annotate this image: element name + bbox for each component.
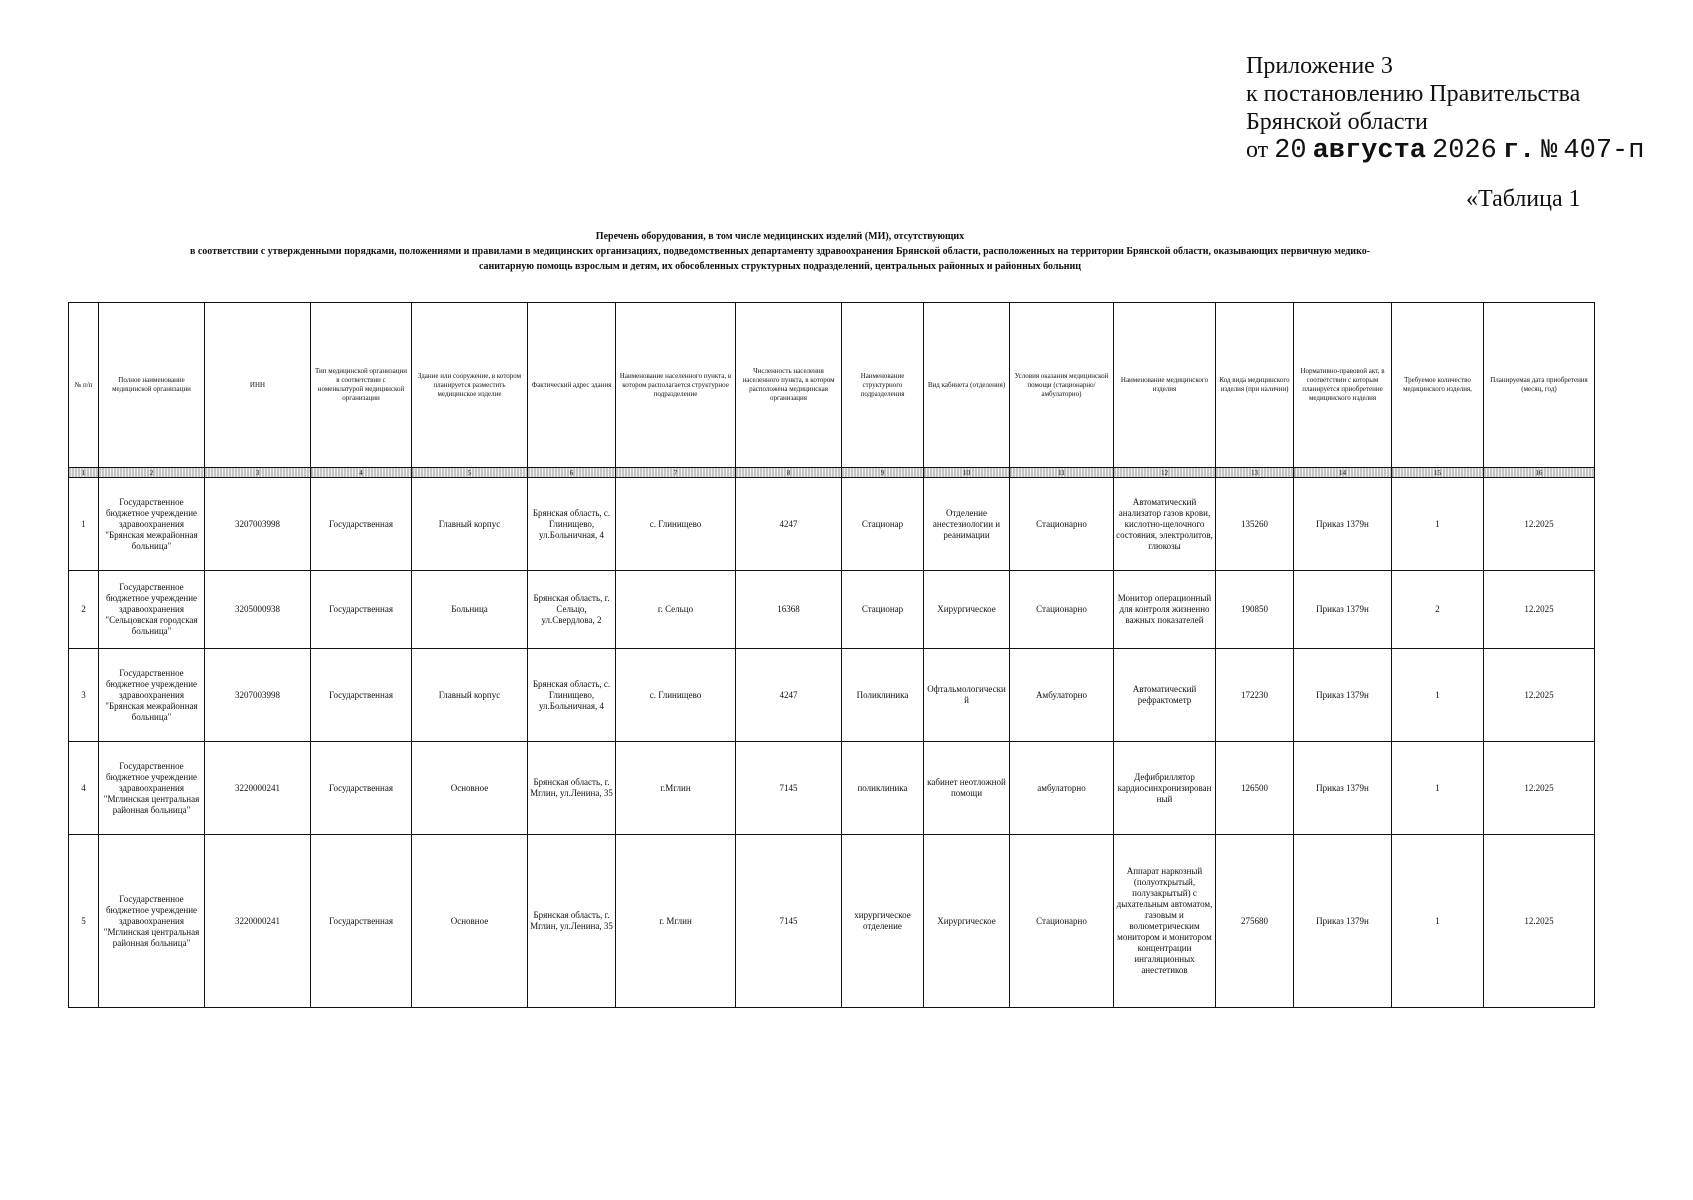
table-cell: 3205000938 [205,571,311,649]
table-cell: 2 [69,571,99,649]
table-cell: Отделение анестезиологии и реанимации [924,478,1010,571]
table-cell: Государственное бюджетное учреждение здравоохранения "Сельцовская городская больница" [99,571,205,649]
decree-month: августа [1312,136,1426,166]
appendix-line-1: Приложение 3 [1246,53,1393,79]
table-cell: Офтальмологический [924,649,1010,742]
table-cell: Аппарат наркозный (полуоткрытый, полузакрытый) с дыхательным автоматом, газовым и волюметрическим монитором и монитором концентрации ингаляционных анестетиков [1114,835,1216,1008]
table-row [69,571,1595,649]
table-cell: Брянская область, г. Мглин, ул.Ленина, 35 [528,835,616,1008]
col-number: 2 [99,468,205,478]
col-header: Условия оказания медицинской помощи (стационарно/амбулаторно) [1010,303,1114,468]
table-cell: 1 [1392,478,1484,571]
col-header: Тип медицинской организации в соответствии с номенклатурой медицинской организации [311,303,412,468]
table-cell: поликлиника [842,742,924,835]
appendix-line-2: к постановлению Правительства [1246,81,1581,107]
table-cell: 5 [69,835,99,1008]
col-header: Код вида медицинского изделия (при наличии) [1216,303,1294,468]
col-header: Наименование населенного пункта, в котором располагается структурное подразделение [616,303,736,468]
table-row [69,835,1595,1008]
column-number-row [69,468,1595,478]
col-number: 15 [1392,468,1484,478]
col-number: 8 [736,468,842,478]
table-cell: Брянская область, с. Глинищево, ул.Больничная, 4 [528,649,616,742]
table-row [69,649,1595,742]
col-number: 5 [412,468,528,478]
table-cell: 12.2025 [1484,742,1595,835]
table-cell: 7145 [736,742,842,835]
table-cell: 16368 [736,571,842,649]
table-cell: Приказ 1379н [1294,571,1392,649]
table-cell: г. Сельцо [616,571,736,649]
col-number: 14 [1294,468,1392,478]
table-cell: 172230 [1216,649,1294,742]
col-header: Нормативно-правовой акт, в соответствии с которым планируется приобретение медицинского изделия [1294,303,1392,468]
table-cell: Приказ 1379н [1294,835,1392,1008]
table-cell: Стационар [842,478,924,571]
table-row [69,478,1595,571]
table-cell: Приказ 1379н [1294,742,1392,835]
col-number: 6 [528,468,616,478]
table-cell: амбулаторно [1010,742,1114,835]
table-cell: 275680 [1216,835,1294,1008]
col-number: 3 [205,468,311,478]
appendix-decree-line [1246,136,1644,165]
table-cell: Государственная [311,478,412,571]
col-header: Наименование структурного подразделения [842,303,924,468]
table-cell: 4 [69,742,99,835]
table-cell: Приказ 1379н [1294,478,1392,571]
table-cell: Государственная [311,649,412,742]
table-cell: Амбулаторно [1010,649,1114,742]
table-cell: 3220000241 [205,835,311,1008]
col-header: № п/п [69,303,99,468]
table-cell: 7145 [736,835,842,1008]
col-header: Вид кабинета (отделения) [924,303,1010,468]
table-cell: Стационарно [1010,835,1114,1008]
table-cell: хирургическое отделение [842,835,924,1008]
col-number: 4 [311,468,412,478]
col-number: 16 [1484,468,1595,478]
table-cell: Автоматический рефрактометр [1114,649,1216,742]
table-cell: Больница [412,571,528,649]
col-header: Численность населения населенного пункта, в котором расположена медицинская организация [736,303,842,468]
table-cell: Главный корпус [412,649,528,742]
col-number: 11 [1010,468,1114,478]
table-cell: 3220000241 [205,742,311,835]
table-cell: 190850 [1216,571,1294,649]
col-number: 1 [69,468,99,478]
col-header: Здание или сооружение, в котором планируется разместить медицинское изделие [412,303,528,468]
decree-day: 20 [1274,136,1307,166]
table-cell: Брянская область, г. Сельцо, ул.Свердлова, 2 [528,571,616,649]
col-header: Полное наименование медицинской организации [99,303,205,468]
table-row [69,742,1595,835]
table-cell: Стационарно [1010,571,1114,649]
table-cell: Стационарно [1010,478,1114,571]
table-cell: г. Мглин [616,835,736,1008]
decree-prefix: от [1246,137,1269,163]
table-cell: Государственная [311,742,412,835]
table-cell: Главный корпус [412,478,528,571]
table-cell: Государственное бюджетное учреждение здравоохранения "Брянская межрайонная больница" [99,478,205,571]
appendix-line-3: Брянской области [1246,109,1428,135]
table-cell: Дефибриллятор кардиосинхронизированный [1114,742,1216,835]
table-cell: Государственное бюджетное учреждение здравоохранения "Мглинская центральная районная больница" [99,742,205,835]
table-cell: 1 [1392,649,1484,742]
table-cell: 12.2025 [1484,649,1595,742]
table-cell: 12.2025 [1484,835,1595,1008]
table-cell: Приказ 1379н [1294,649,1392,742]
table-cell: 12.2025 [1484,571,1595,649]
decree-g: г. [1502,136,1536,166]
col-header: Фактический адрес здания [528,303,616,468]
title-line-1: Перечень оборудования, в том числе медицинских изделий (МИ), отсутствующих [595,231,965,242]
table-cell: г.Мглин [616,742,736,835]
table-cell: 1 [1392,742,1484,835]
title-line-3: санитарную помощь взрослым и детям, их обособленных структурных подразделений, центральных районных и районных больниц [478,261,1082,272]
table-cell: 2 [1392,571,1484,649]
table-cell: 4247 [736,478,842,571]
col-header: Требуемое количество медицинского изделия, [1392,303,1484,468]
col-header: ИНН [205,303,311,468]
header-row [69,303,1595,468]
table-cell: 12.2025 [1484,478,1595,571]
table-cell: Государственная [311,835,412,1008]
appendix-header [1246,52,1644,165]
table-cell: Государственное бюджетное учреждение здравоохранения "Мглинская центральная районная больница" [99,835,205,1008]
table-cell: 3207003998 [205,478,311,571]
table-cell: Основное [412,835,528,1008]
table-cell: 1 [1392,835,1484,1008]
table-cell: Хирургическое [924,835,1010,1008]
table-cell: 135260 [1216,478,1294,571]
col-header: Планируемая дата приобретения (месяц, год) [1484,303,1595,468]
table-cell: Поликлиника [842,649,924,742]
table-cell: Государственная [311,571,412,649]
table-cell: с. Глинищево [616,649,736,742]
equipment-table [68,302,1595,1008]
decree-no-sign: № [1541,136,1558,166]
table-cell: 3 [69,649,99,742]
table-cell: Основное [412,742,528,835]
table-cell: кабинет неотложной помощи [924,742,1010,835]
col-number: 10 [924,468,1010,478]
title-line-2: в соответствии с утвержденными порядками, положениями и правилами в медицинских организациях, подведомственных департаменту здравоохранения Брянской области, расположенных на территории Брянской области, оказывающих первичную медико- [189,246,1371,257]
col-header: Наименование медицинского изделия [1114,303,1216,468]
table-cell: 3207003998 [205,649,311,742]
table-cell: 1 [69,478,99,571]
table-cell: Монитор операционный для контроля жизненно важных показателей [1114,571,1216,649]
decree-number: 407-п [1563,136,1645,166]
col-number: 7 [616,468,736,478]
table-cell: Брянская область, с. Глинищево, ул.Больничная, 4 [528,478,616,571]
decree-year: 2026 [1432,136,1497,166]
table-cell: 126500 [1216,742,1294,835]
table-cell: Автоматический анализатор газов крови, кислотно-щелочного состояния, электролитов, глюкозы [1114,478,1216,571]
col-number: 9 [842,468,924,478]
col-number: 13 [1216,468,1294,478]
table-cell: Хирургическое [924,571,1010,649]
table-cell: 4247 [736,649,842,742]
table-cell: Стационар [842,571,924,649]
document-title [80,229,1480,274]
table-cell: Брянская область, г. Мглин, ул.Ленина, 35 [528,742,616,835]
table-cell: Государственное бюджетное учреждение здравоохранения "Брянская межрайонная больница" [99,649,205,742]
table-label: «Таблица 1 [1466,186,1581,212]
table-cell: с. Глинищево [616,478,736,571]
col-number: 12 [1114,468,1216,478]
